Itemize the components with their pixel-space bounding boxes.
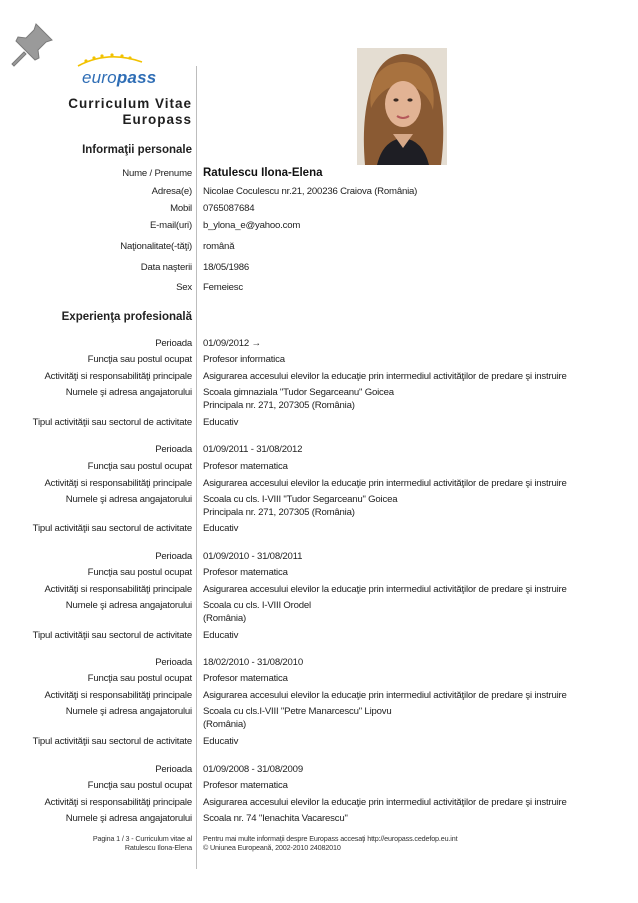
label-address: Adresa(e) — [151, 186, 192, 197]
value-period: 01/09/2012 → — [203, 338, 261, 349]
value-period: 01/09/2008 - 31/08/2009 — [203, 764, 303, 775]
value-employer-line2: Principala nr. 271, 207305 (România) — [203, 507, 355, 518]
label-function: Funcţia sau postul ocupat — [87, 780, 192, 791]
value-employer-line2: (România) — [203, 613, 246, 624]
footer-left — [93, 834, 192, 852]
section-title-experience: Experienţa profesională — [61, 311, 192, 323]
value-activities: Asigurarea accesului elevilor la educaţie prin intermediul activităţilor de predare şi instruire — [203, 797, 567, 808]
value-employer-line1: Scoala cu cls. I-VIII "Tudor Segarceanu" Goicea — [203, 494, 398, 505]
label-name: Nume / Prenume — [122, 168, 192, 179]
value-employer-line2: (România) — [203, 719, 246, 730]
value-function: Profesor informatica — [203, 354, 285, 365]
logo-euro: euro — [82, 68, 117, 87]
value-sex: Femeiesc — [203, 282, 243, 293]
value-activities: Asigurarea accesului elevilor la educaţie prin intermediul activităţilor de predare şi instruire — [203, 584, 567, 595]
value-employer-line1: Scoala gimnaziala "Tudor Segarceanu" Goicea — [203, 387, 394, 398]
value-name: Ratulescu Ilona-Elena — [203, 167, 323, 179]
label-sex: Sex — [176, 282, 192, 293]
label-nationality: Naţionalitate(-tăţi) — [120, 241, 192, 252]
logo-wordmark — [82, 68, 156, 88]
profile-photo — [357, 48, 447, 165]
value-period: 01/09/2011 - 31/08/2012 — [203, 444, 303, 455]
value-function: Profesor matematica — [203, 673, 288, 684]
label-sector: Tipul activităţii sau sectorul de activitate — [32, 630, 192, 641]
europass-logo — [68, 52, 156, 92]
value-period: 18/02/2010 - 31/08/2010 — [203, 657, 303, 668]
value-nationality: română — [203, 241, 235, 252]
value-employer-line1: Scoala cu cls.I-VIII "Petre Manarcescu" Lipovu — [203, 706, 392, 717]
label-employer: Numele şi adresa angajatorului — [65, 706, 192, 717]
label-function: Funcţia sau postul ocupat — [87, 673, 192, 684]
value-function: Profesor matematica — [203, 780, 288, 791]
label-activities: Activităţi si responsabilităţi principale — [44, 690, 192, 701]
value-sector: Educativ — [203, 736, 239, 747]
column-divider — [196, 66, 197, 869]
pushpin-icon — [6, 18, 58, 70]
label-period: Perioada — [155, 764, 192, 775]
label-sector: Tipul activităţii sau sectorul de activitate — [32, 523, 192, 534]
section-title-personal: Informaţii personale — [82, 144, 192, 156]
label-sector: Tipul activităţii sau sectorul de activitate — [32, 417, 192, 428]
value-employer-line1: Scoala nr. 74 "Ienachita Vacarescu" — [203, 813, 348, 824]
label-function: Funcţia sau postul ocupat — [87, 567, 192, 578]
label-sector: Tipul activităţii sau sectorul de activitate — [32, 736, 192, 747]
label-birthdate: Data naşterii — [140, 262, 192, 273]
label-period: Perioada — [155, 338, 192, 349]
value-sector: Educativ — [203, 523, 239, 534]
value-employer-line1: Scoala cu cls. I-VIII Orodel — [203, 600, 311, 611]
value-sector: Educativ — [203, 630, 239, 641]
value-activities: Asigurarea accesului elevilor la educaţie prin intermediul activităţilor de predare şi instruire — [203, 690, 567, 701]
value-period: 01/09/2010 - 31/08/2011 — [203, 551, 303, 562]
footer-left-line1: Pagina 1 / 3 - Curriculum vitae al — [92, 834, 192, 843]
value-activities: Asigurarea accesului elevilor la educaţie prin intermediul activităţilor de predare şi instruire — [203, 371, 567, 382]
cv-title-line1: Curriculum Vitae — [68, 96, 192, 111]
footer-right-line1: Pentru mai multe informaţii despre Europass accesaţi http://europass.cedefop.eu.int — [203, 834, 458, 843]
label-function: Funcţia sau postul ocupat — [87, 461, 192, 472]
footer-right-line2: © Uniunea Europeană, 2002-2010 24082010 — [203, 843, 341, 852]
label-activities: Activităţi si responsabilităţi principale — [44, 478, 192, 489]
label-email: E-mail(uri) — [149, 220, 192, 231]
label-activities: Activităţi si responsabilităţi principale — [44, 584, 192, 595]
label-mobile: Mobil — [170, 203, 192, 214]
label-activities: Activităţi si responsabilităţi principale — [44, 797, 192, 808]
logo-pass: pass — [116, 68, 157, 87]
label-employer: Numele şi adresa angajatorului — [65, 387, 192, 398]
value-email: b_ylona_e@yahoo.com — [203, 220, 301, 231]
label-activities: Activităţi si responsabilităţi principale — [44, 371, 192, 382]
value-employer-line2: Principala nr. 271, 207305 (România) — [203, 400, 355, 411]
value-activities: Asigurarea accesului elevilor la educaţie prin intermediul activităţilor de predare şi instruire — [203, 478, 567, 489]
label-employer: Numele şi adresa angajatorului — [65, 494, 192, 505]
label-employer: Numele şi adresa angajatorului — [65, 813, 192, 824]
label-period: Perioada — [155, 551, 192, 562]
value-birthdate: 18/05/1986 — [203, 262, 250, 273]
label-period: Perioada — [155, 444, 192, 455]
value-mobile: 0765087684 — [203, 203, 255, 214]
label-period: Perioada — [155, 657, 192, 668]
label-employer: Numele şi adresa angajatorului — [65, 600, 192, 611]
footer-right — [203, 834, 457, 852]
value-function: Profesor matematica — [203, 461, 288, 472]
label-function: Funcţia sau postul ocupat — [87, 354, 192, 365]
footer-left-line2: Ratulescu Ilona-Elena — [124, 843, 192, 852]
value-sector: Educativ — [203, 417, 239, 428]
value-function: Profesor matematica — [203, 567, 288, 578]
cv-title-line2: Europass — [122, 112, 192, 127]
value-address: Nicolae Coculescu nr.21, 200236 Craiova (România) — [203, 186, 418, 197]
